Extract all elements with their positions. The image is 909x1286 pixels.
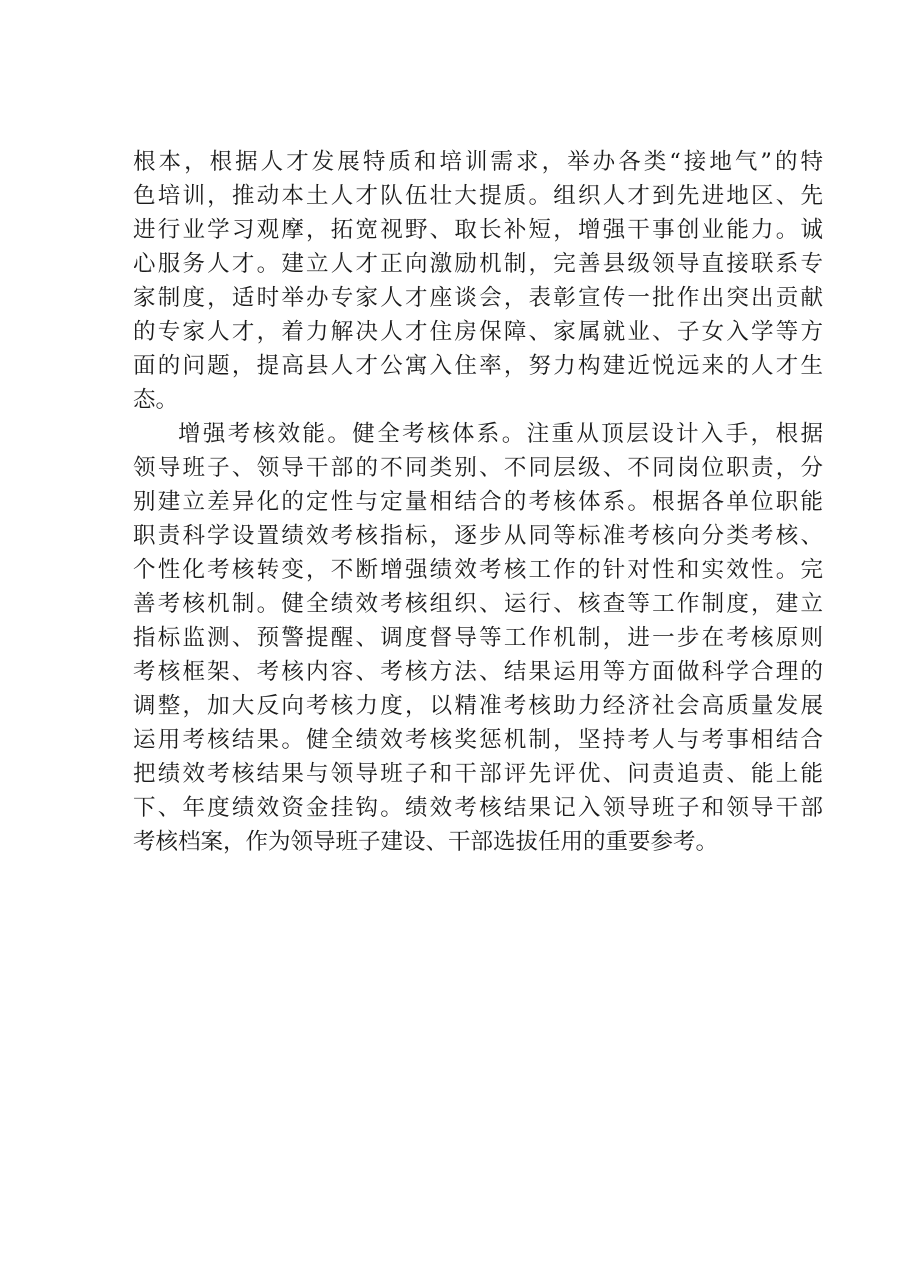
text-line: 下、年度绩效资金挂钩。绩效考核结果记入领导班子和领导干部 xyxy=(133,795,823,821)
text-line: 家制度，适时举办专家人才座谈会，表彰宣传一批作出突出贡献 xyxy=(133,285,823,311)
text-line: 运用考核结果。健全绩效考核奖惩机制，坚持考人与考事相结合 xyxy=(133,727,823,753)
text-line: 把绩效考核结果与领导班子和干部评先评优、问责追责、能上能 xyxy=(133,761,823,787)
text-line: 考核框架、考核内容、考核方法、结果运用等方面做科学合理的 xyxy=(133,659,823,685)
text-line: 别建立差异化的定性与定量相结合的考核体系。根据各单位职能 xyxy=(133,489,823,515)
text-line: 的专家人才，着力解决人才住房保障、家属就业、子女入学等方 xyxy=(133,319,823,345)
text-line: 善考核机制。健全绩效考核组织、运行、核查等工作制度，建立 xyxy=(133,591,823,617)
text-line: 增强考核效能。健全考核体系。注重从顶层设计入手，根据 xyxy=(178,421,823,447)
text-line: 进行业学习观摩，拓宽视野、取长补短，增强干事创业能力。诚 xyxy=(133,217,823,243)
text-line: 指标监测、预警提醒、调度督导等工作机制，进一步在考核原则 xyxy=(133,625,823,651)
text-line: 考核档案，作为领导班子建设、干部选拔任用的重要参考。 xyxy=(133,829,719,855)
text-line: 职责科学设置绩效考核指标，逐步从同等标准考核向分类考核、 xyxy=(133,523,823,549)
text-line: 态。 xyxy=(133,387,179,413)
text-line: 领导班子、领导干部的不同类别、不同层级、不同岗位职责，分 xyxy=(133,455,823,481)
text-line: 面的问题，提高县人才公寓入住率，努力构建近悦远来的人才生 xyxy=(133,353,823,379)
text-line: 根本，根据人才发展特质和培训需求，举办各类“接地气”的特 xyxy=(133,149,823,175)
body-text xyxy=(133,145,823,859)
text-line: 调整，加大反向考核力度，以精准考核助力经济社会高质量发展 xyxy=(133,693,823,719)
text-line: 个性化考核转变，不断增强绩效考核工作的针对性和实效性。完 xyxy=(133,557,823,583)
text-line: 心服务人才。建立人才正向激励机制，完善县级领导直接联系专 xyxy=(133,251,823,277)
text-line: 色培训，推动本土人才队伍壮大提质。组织人才到先进地区、先 xyxy=(133,183,823,209)
paragraph-talent-service xyxy=(133,145,823,417)
paragraph-assessment-efficiency xyxy=(133,417,823,859)
